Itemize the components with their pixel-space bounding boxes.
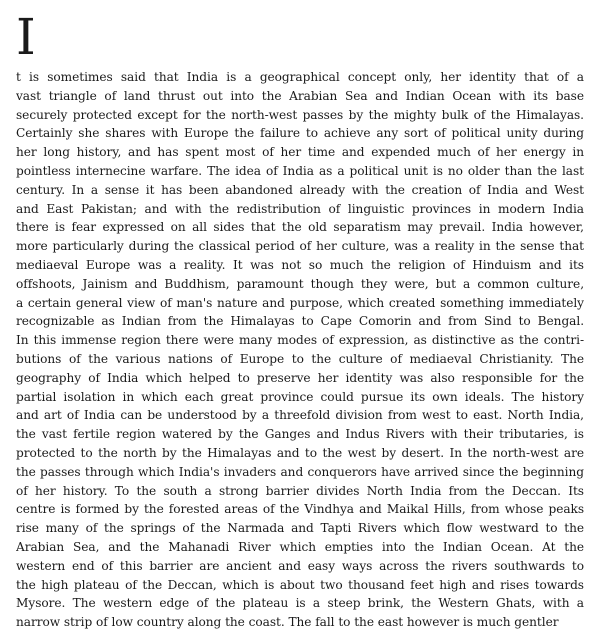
text-line: rise many of the springs of the Narmada and Tapti Rivers which flow westward to the	[16, 521, 584, 536]
text-line: narrow strip of low country along the coast. The fall to the east however is much gentler	[16, 615, 559, 630]
text-line: the passes through which India's invaders and conquerors have arrived since the beginning	[16, 464, 584, 479]
drop-cap: I	[16, 8, 36, 66]
text-line: recognizable as Indian from the Himalayas to Cape Comorin and from Sind to Bengal.	[16, 314, 584, 329]
text-line: butions of the various nations of Europe to the culture of mediaeval Christianity. The	[16, 351, 584, 366]
text-line: more particularly during the classical period of her culture, was a reality in the sense that	[16, 239, 584, 254]
text-line: century. In a sense it has been abandoned already with the creation of India and West	[16, 182, 584, 197]
text-line: her long history, and has spent most of her time and expended much of her energy in	[16, 145, 584, 160]
text-line: offshoots, Jainism and Buddhism, paramount though they were, but a common culture,	[16, 276, 584, 291]
text-line: and East Pakistan; and with the redistribution of linguistic provinces in modern India	[16, 201, 584, 216]
text-line: Arabian Sea, and the Mahanadi River which empties into the Indian Ocean. At the	[16, 539, 584, 554]
text-line: the high plateau of the Deccan, which is about two thousand feet high and rises towards	[16, 577, 584, 592]
text-line: In this immense region there were many modes of expression, as distinctive as the contri-	[16, 333, 584, 348]
text-line: Certainly she shares with Europe the failure to achieve any sort of political unity during	[16, 126, 584, 141]
text-line: a certain general view of man's nature and purpose, which created something immediately	[16, 295, 584, 310]
text-line: protected to the north by the Himalayas and to the west by desert. In the north-west are	[16, 445, 584, 460]
text-line: partial isolation in which each great province could pursue its own ideals. The history	[16, 389, 584, 404]
text-line: mediaeval Europe was a reality. It was not so much the religion of Hinduism and its	[16, 257, 584, 272]
text-line: Mysore. The western edge of the plateau is a steep brink, the Western Ghats, with a	[16, 596, 584, 611]
text-line: geography of India which helped to preserve her identity was also responsible for the	[16, 370, 584, 385]
text-line: pointless internecine warfare. The idea of India as a political unit is no older than the last	[16, 163, 584, 178]
text-line: and art of India can be understood by a threefold division from west to east. North India,	[16, 408, 584, 423]
text-line: vast triangle of land thrust out into the Arabian Sea and Indian Ocean with its base	[16, 88, 584, 103]
text-line: the vast fertile region watered by the Ganges and Indus Rivers with their tributaries, is	[16, 427, 584, 442]
text-line: there is fear expressed on all sides that the old separatism may prevail. India however,	[16, 220, 584, 235]
text-line: of her history. To the south a strong barrier divides North India from the Deccan. Its	[16, 483, 584, 498]
document-page	[16, 10, 584, 632]
text-line: centre is formed by the forested areas of the Vindhya and Maikal Hills, from whose peaks	[16, 502, 584, 517]
text-line: western end of this barrier are ancient and easy ways across the rivers southwards to	[16, 558, 584, 573]
text-line: securely protected except for the north-west passes by the mighty bulk of the Himalayas.	[16, 107, 584, 122]
text-line: t is sometimes said that India is a geographical concept only, her identity that of a	[16, 70, 584, 84]
